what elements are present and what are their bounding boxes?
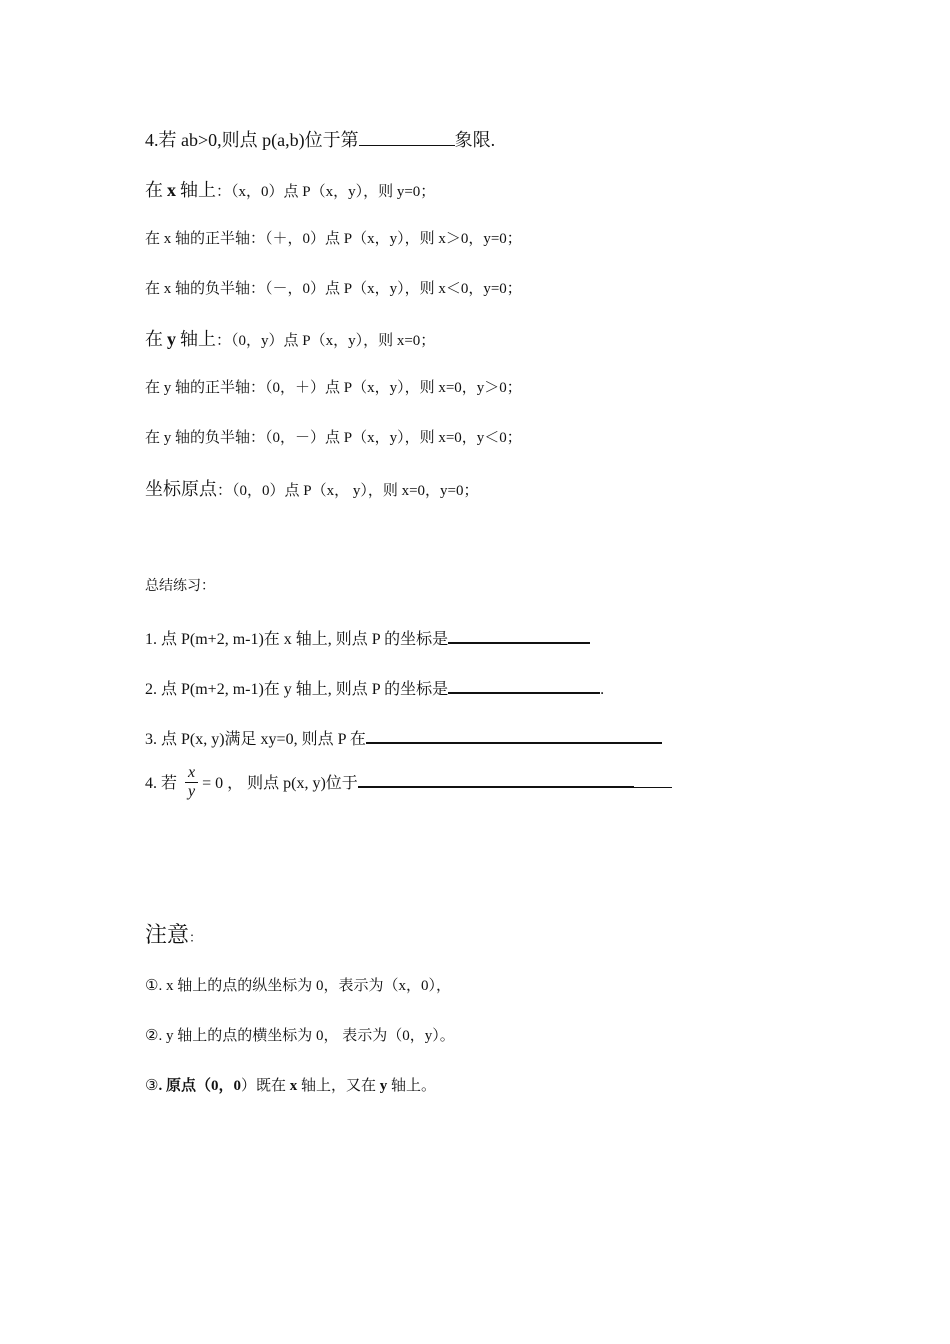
note-3-part: ）既在	[240, 1078, 290, 1094]
rule-origin	[145, 480, 479, 499]
summary-q1-blank[interactable]	[448, 628, 590, 644]
fraction-x-over-y	[185, 764, 198, 801]
intro-question-text: 4.若 ab>0,则点 p(a,b)位于第	[145, 130, 359, 150]
intro-question	[145, 131, 495, 149]
fraction-numerator: x	[185, 764, 198, 783]
note-3-origin: 0，0	[210, 1078, 241, 1094]
note-3-part: . 原点（	[158, 1078, 211, 1094]
rule-lead: 在	[145, 180, 163, 200]
rule-rest: ：（0，0）点 P（x， y），则 x=0，y=0；	[217, 483, 479, 499]
notes-heading	[145, 924, 202, 946]
summary-heading: 总结练习：	[145, 579, 215, 594]
summary-q2-end: .	[600, 681, 605, 698]
rule-rest: ：（x，0）点 P（x，y），则 y=0；	[216, 184, 436, 200]
rule-x-axis	[145, 181, 435, 200]
intro-question-tail: 象限.	[454, 130, 496, 150]
summary-q4-rest: = 0 ， 则点 p(x, y)位于	[202, 775, 358, 793]
note-3-part: 轴上。	[387, 1078, 437, 1094]
summary-q4-text: 4. 若	[145, 775, 178, 793]
note-3-part: 轴上，又在	[297, 1078, 380, 1094]
summary-q4	[145, 766, 672, 803]
summary-q4-blank-tail[interactable]	[634, 773, 672, 788]
fraction-denominator: y	[188, 783, 196, 800]
rule-axis: y	[167, 329, 176, 349]
rule-x-negative: 在 x 轴的负半轴：（－，0）点 P（x，y），则 x＜0，y=0；	[145, 281, 522, 297]
intro-answer-blank[interactable]	[359, 131, 455, 146]
rule-y-negative: 在 y 轴的负半轴：（0，－）点 P（x，y），则 x=0，y＜0；	[145, 430, 522, 446]
note-3	[145, 1079, 436, 1094]
rule-tail: 轴上	[180, 329, 216, 349]
summary-q1-text: 1. 点 P(m+2, m-1)在 x 轴上, 则点 P 的坐标是	[145, 631, 449, 648]
note-2: ②. y 轴上的点的横坐标为 0， 表示为（0，y）。	[145, 1028, 455, 1044]
summary-q2-text: 2. 点 P(m+2, m-1)在 y 轴上, 则点 P 的坐标是	[145, 681, 449, 698]
notes-heading-text: 注意	[145, 922, 190, 947]
rule-lead: 坐标原点	[145, 479, 217, 499]
summary-q2	[145, 678, 604, 698]
rule-y-axis	[145, 330, 435, 349]
rule-y-positive: 在 y 轴的正半轴：（0，＋）点 P（x，y），则 x=0，y＞0；	[145, 380, 522, 396]
rule-tail: 轴上	[180, 180, 216, 200]
rule-x-positive: 在 x 轴的正半轴：（＋，0）点 P（x，y），则 x＞0，y=0；	[145, 231, 522, 247]
summary-q2-blank[interactable]	[448, 678, 600, 694]
note-3-marker: ③	[145, 1078, 159, 1094]
summary-q3-text: 3. 点 P(x, y)满足 xy=0, 则点 P 在	[145, 731, 366, 748]
rule-rest: ：（0，y）点 P（x，y），则 x=0；	[216, 333, 436, 349]
rule-lead: 在	[145, 329, 163, 349]
summary-q3-blank[interactable]	[366, 728, 662, 744]
summary-q1	[145, 628, 590, 648]
notes-heading-colon: ：	[189, 930, 203, 945]
summary-q4-blank[interactable]	[358, 772, 634, 788]
note-3-y: y	[379, 1078, 388, 1094]
summary-q3	[145, 728, 662, 748]
rule-axis: x	[167, 180, 176, 200]
note-1: ①. x 轴上的点的纵坐标为 0，表示为（x，0），	[145, 978, 451, 994]
note-3-x: x	[289, 1078, 298, 1094]
